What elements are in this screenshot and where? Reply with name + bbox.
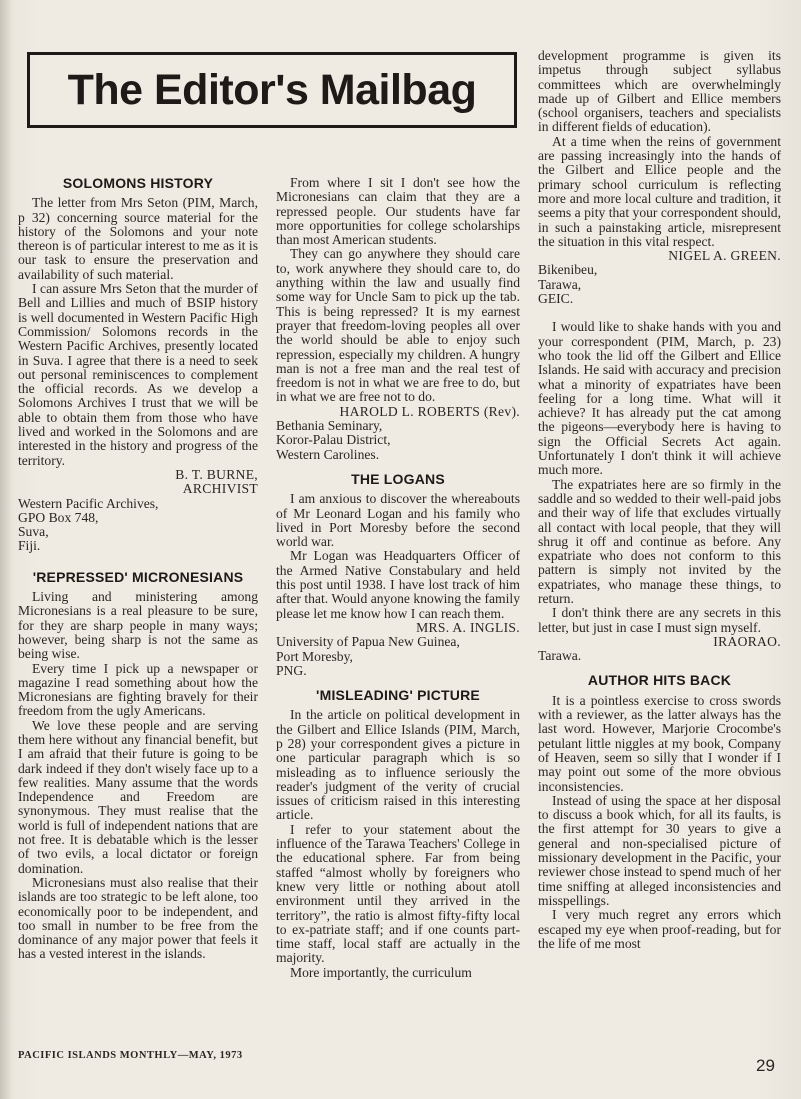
address-line: GPO Box 748, (18, 509, 99, 525)
address-line: University of Papua New Guinea, (276, 634, 460, 650)
address-line: Bikenibeu, (538, 262, 598, 278)
paragraph: Instead of using the space at her disposal to discuss a book which, for all its faults, is the first attempt for 30 years to give a general and non-specialised picture of missionary development in the Pacific, your reviewer chose instead to spend much of her time sniffing at alleged inconsistencies and misspellings. (538, 792, 781, 908)
paragraph: From where I sit I don't see how the Micronesians can claim that they are a repressed people. Our students have far more opportunities for college scholarships than most American students. (276, 175, 520, 248)
address-line: Fiji. (18, 538, 41, 554)
paragraph: It is a pointless exercise to cross swords with a reviewer, as the latter always has the last word. However, Marjorie Crocombe's petulant little niggles at my book, Company of Heaven, seem so silly that I wonder if I may point out some of the more obvious inconsistencies. (538, 692, 781, 794)
heading-the-logans: THE LOGANS (351, 470, 445, 487)
paragraph: I very much regret any errors which escaped my eye when proof-reading, but for the life of me most (538, 907, 781, 951)
title-box (27, 52, 517, 128)
address-line: Port Moresby, (276, 648, 353, 664)
paragraph: I refer to your statement about the influence of the Tarawa Teachers' College in the educational sphere. Far from being staffed “almost wholly by foreigners who knew very little or nothing about atoll environment until they arrived in the territory”, the ratio is almost fifty-fifty local to ex-patriate staff; and if one counts part-time staff, local staff are actually in the majority. (276, 821, 520, 966)
address-line: Western Pacific Archives, (18, 495, 159, 511)
page-title: The Editor's Mailbag (67, 65, 477, 114)
paragraph: They can go anywhere they should care to, work anywhere they should care to, do anything within the law and usually find some way for Uncle Sam to pick up the tab. This is being repressed? It is my earnest prayer that freedom-loving peoples all over the world should be able to enjoy such repression, especially my children. A hungry man is not a free man and the real test of freedom is not in what we are free to do, but in what we are free not to do. (276, 246, 520, 405)
paragraph: I can assure Mrs Seton that the murder of Bell and Lillies and much of BSIP history is well documented in Western Pacific High Commission/ Solomons records in the Western Pacific Archives, presently located in Suva. I agree that there is a need to seek out personal reminiscences to complement the official records. As we develop a Solomons Archives I trust that we will be able to obtain them from those who have lived and worked in the Solomons and are interested in the history and progress of the territory. (18, 281, 258, 468)
page-binding-shadow (0, 0, 10, 1099)
address-line: Bethania Seminary, (276, 418, 383, 434)
heading-repressed-micronesians: 'REPRESSED' MICRONESIANS (32, 568, 244, 585)
paragraph: I am anxious to discover the whereabouts of Mr Leonard Logan and his family who lived in Port Moresby before the second world war. (276, 491, 520, 550)
column-2 (276, 176, 520, 980)
address-line: Koror-Palau District, (276, 432, 391, 448)
paragraph: I would like to shake hands with you and your correspondent (PIM, March, p. 23) who took the lid off the Gilbert and Ellice Islands. He said with accuracy and precision what a minority of expatriates have been feeling for a long time. What will it achieve? It has already put the cat among the pigeons—everybody here is having to sign the Official Secrets Act again. Unfortunately I don't think it will achieve much more. (538, 319, 781, 478)
signature: HAROLD L. ROBERTS (Rev). (339, 403, 520, 419)
spacer (538, 306, 781, 320)
address-line: GEIC. (538, 291, 574, 307)
signature: B. T. BURNE, (175, 466, 258, 482)
address-line: Tarawa, (538, 276, 582, 292)
paragraph: At a time when the reins of government are passing increasingly into the hands of the Gilbert and Ellice people and the primary school curriculum is reflecting more and more local culture and tradition, it seems a pity that your correspondent should, in such a painstaking article, misrepresent the situation in this vital respect. (538, 133, 781, 249)
heading-solomons-history: SOLOMONS HISTORY (62, 175, 214, 191)
paragraph: Micronesians must also realise that their islands are too strategic to be left alone, too economically poor to be independent, and too small in number to be free from the dominance of any major power that feels it has a vested interest in the islands. (18, 874, 258, 962)
signature: IRAORAO. (713, 633, 781, 649)
heading-author-hits-back: AUTHOR HITS BACK (587, 672, 732, 689)
address-line: Suva, (18, 524, 49, 540)
column-3 (538, 49, 781, 951)
signature: MRS. A. INGLIS. (416, 619, 520, 635)
paragraph: development programme is given its impetus through subject syllabus committees which are overwhelmingly made up of Gilbert and Ellice members (school organisers, teachers and specialists in different fields of education). (538, 48, 781, 135)
paragraph: Mr Logan was Headquarters Officer of the Armed Native Constabulary and held this post until 1938. I have lost track of him after that. Would anyone knowing the family please let me know how I can reach them. (276, 548, 520, 621)
signature: NIGEL A. GREEN. (668, 248, 781, 264)
address-line: Western Carolines. (276, 446, 380, 462)
column-1 (18, 176, 258, 962)
page-number: 29 (756, 1056, 775, 1075)
address-line: Tarawa. (538, 648, 582, 664)
paragraph: Living and ministering among Micronesians is a real pleasure to be sure, for they are sharp people in many ways; however, being sharp is not the same as being wise. (18, 589, 258, 662)
paragraph: The expatriates here are so firmly in the saddle and so wedded to their well-paid jobs and their way of life that excludes virtually all contact with local people, that they will shrug it off and continue as before. Any expatriate who does not conform to this pattern is simply not invited by the expatriates, who manage these things, to return. (538, 476, 781, 606)
address-line: PNG. (276, 662, 307, 678)
paragraph: The letter from Mrs Seton (PIM, March, p 32) concerning source material for the history of the Solomons and your note thereon is of particular interest to me as it is our task to ensure the preservation and availability of such material. (18, 195, 258, 282)
paragraph: I don't think there are any secrets in this letter, but just in case I must sign myself. (538, 605, 781, 635)
paragraph: Every time I pick up a newspaper or magazine I read something about how the Micronesians are fighting bravely for their freedom from the ugly Americans. (18, 660, 258, 719)
signature-title: ARCHIVIST (182, 481, 258, 497)
footer-publication: PACIFIC ISLANDS MONTHLY—MAY, 1973 (18, 1050, 243, 1061)
paragraph: We love these people and are serving them here without any financial benefit, but I am afraid that their future is going to be dark indeed if they don't wisely face up to a few realities. Many assume that the words Independence and Freedom are synonymous. They must realise that the world is full of independent nations that are not free. It is debatable which is the lesser of two evils, a local dictator or foreign domination. (18, 717, 258, 876)
paragraph: In the article on political development in the Gilbert and Ellice Islands (PIM, March, p 28) your correspondent gives a picture in one particular paragraph which is so misleading as to influence seriously the reader's judgment of the verity of crucial issues of criticism raised in this interesting article. (276, 707, 520, 823)
heading-misleading-picture: 'MISLEADING' PICTURE (316, 687, 480, 704)
paragraph: More importantly, the curriculum (290, 964, 472, 980)
